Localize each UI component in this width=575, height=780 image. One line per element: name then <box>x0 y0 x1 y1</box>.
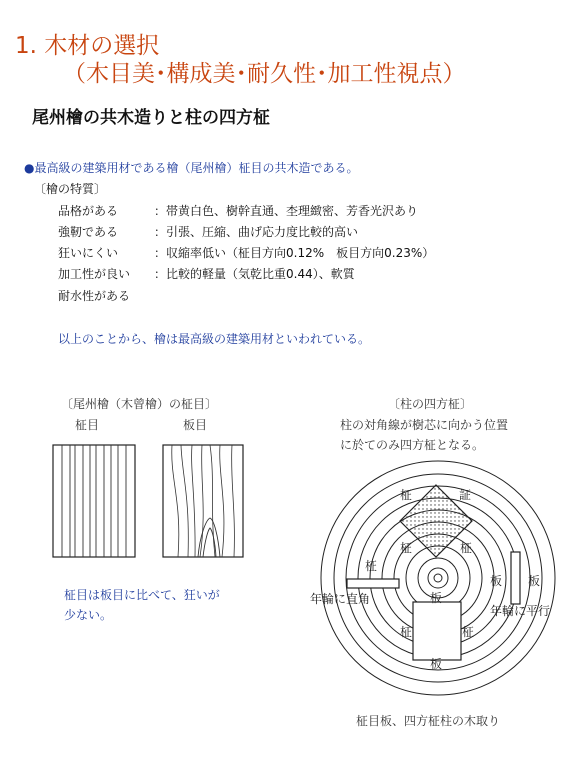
label-masa: 柾 <box>462 625 475 639</box>
feature-value: ：引張、圧縮、曲げ応力度比較的高い <box>154 225 359 239</box>
feature-key: 耐水性がある <box>58 289 131 303</box>
label-ita: 板 <box>430 591 443 605</box>
shihoumasa-desc-1: 柱の対角線が樹芯に向かう位置 <box>340 418 509 432</box>
page-title-sub: （木目美･構成美･耐久性･加工性視点） <box>63 61 466 87</box>
log-section-diagram <box>305 455 575 725</box>
label-masa: 柾 <box>460 541 473 555</box>
masame-caption: 〔尾州檜（木曾檜）の柾目〕 <box>61 397 218 411</box>
parallel-board <box>511 552 520 604</box>
label-masa: 柾 <box>400 541 413 555</box>
itame-label: 板目 <box>183 418 208 432</box>
lead-text: 最高級の建築用材である檜（尾州檜）柾目の共木造である。 <box>34 161 359 175</box>
feature-key: 狂いにくい <box>58 246 119 260</box>
section-heading: 尾州檜の共木造りと柱の四方柾 <box>32 108 270 128</box>
figure-bottom-caption: 柾目板、四方柾柱の木取り <box>356 714 501 728</box>
label-ita: 板 <box>528 574 541 588</box>
note-parallel: 年輪に平行 <box>490 604 551 618</box>
shihoumasa-caption: 〔柱の四方柾〕 <box>388 397 473 411</box>
feature-key: 加工性が良い <box>58 267 131 281</box>
label-ita: 板 <box>490 574 503 588</box>
lead-paragraph <box>24 159 359 176</box>
label-ita: 板 <box>430 657 443 671</box>
features-table <box>58 202 478 312</box>
perpendicular-board <box>347 579 399 588</box>
feature-value: ：帯黄白色、樹幹直通、杢理緻密、芳香光沢あり <box>154 204 419 218</box>
note-perpendicular: 年輪に直角 <box>310 592 371 606</box>
masame-label: 柾目 <box>75 418 100 432</box>
bullet-icon: ● <box>24 161 35 175</box>
masame-note-2: 少ない。 <box>64 608 113 622</box>
features-heading: 〔檜の特質〕 <box>34 182 107 196</box>
label-masa: 柾 <box>400 625 413 639</box>
board-illustration <box>50 440 250 565</box>
label-shou: 証 <box>459 488 472 502</box>
itame-board <box>163 445 243 557</box>
feature-value: ：比較的軽量（気乾比重0.44）、軟質 <box>154 267 355 281</box>
masame-column <box>413 602 461 660</box>
feature-value: ：収縮率低い（柾目方向0.12% 板目方向0.23%） <box>154 246 435 260</box>
masame-board <box>53 445 135 557</box>
label-masa: 柾 <box>365 559 378 573</box>
feature-key: 品格がある <box>58 204 119 218</box>
feature-key: 強靭である <box>58 225 119 239</box>
conclusion-text: 以上のことから、檜は最高級の建築用材といわれている。 <box>58 332 371 346</box>
shihoumasa-desc-2: に於てのみ四方柾となる。 <box>340 438 485 452</box>
label-masa: 柾 <box>400 488 413 502</box>
masame-note-1: 柾目は板目に比べて、狂いが <box>64 588 220 602</box>
page-title: 1. 木材の選択 <box>15 33 160 59</box>
